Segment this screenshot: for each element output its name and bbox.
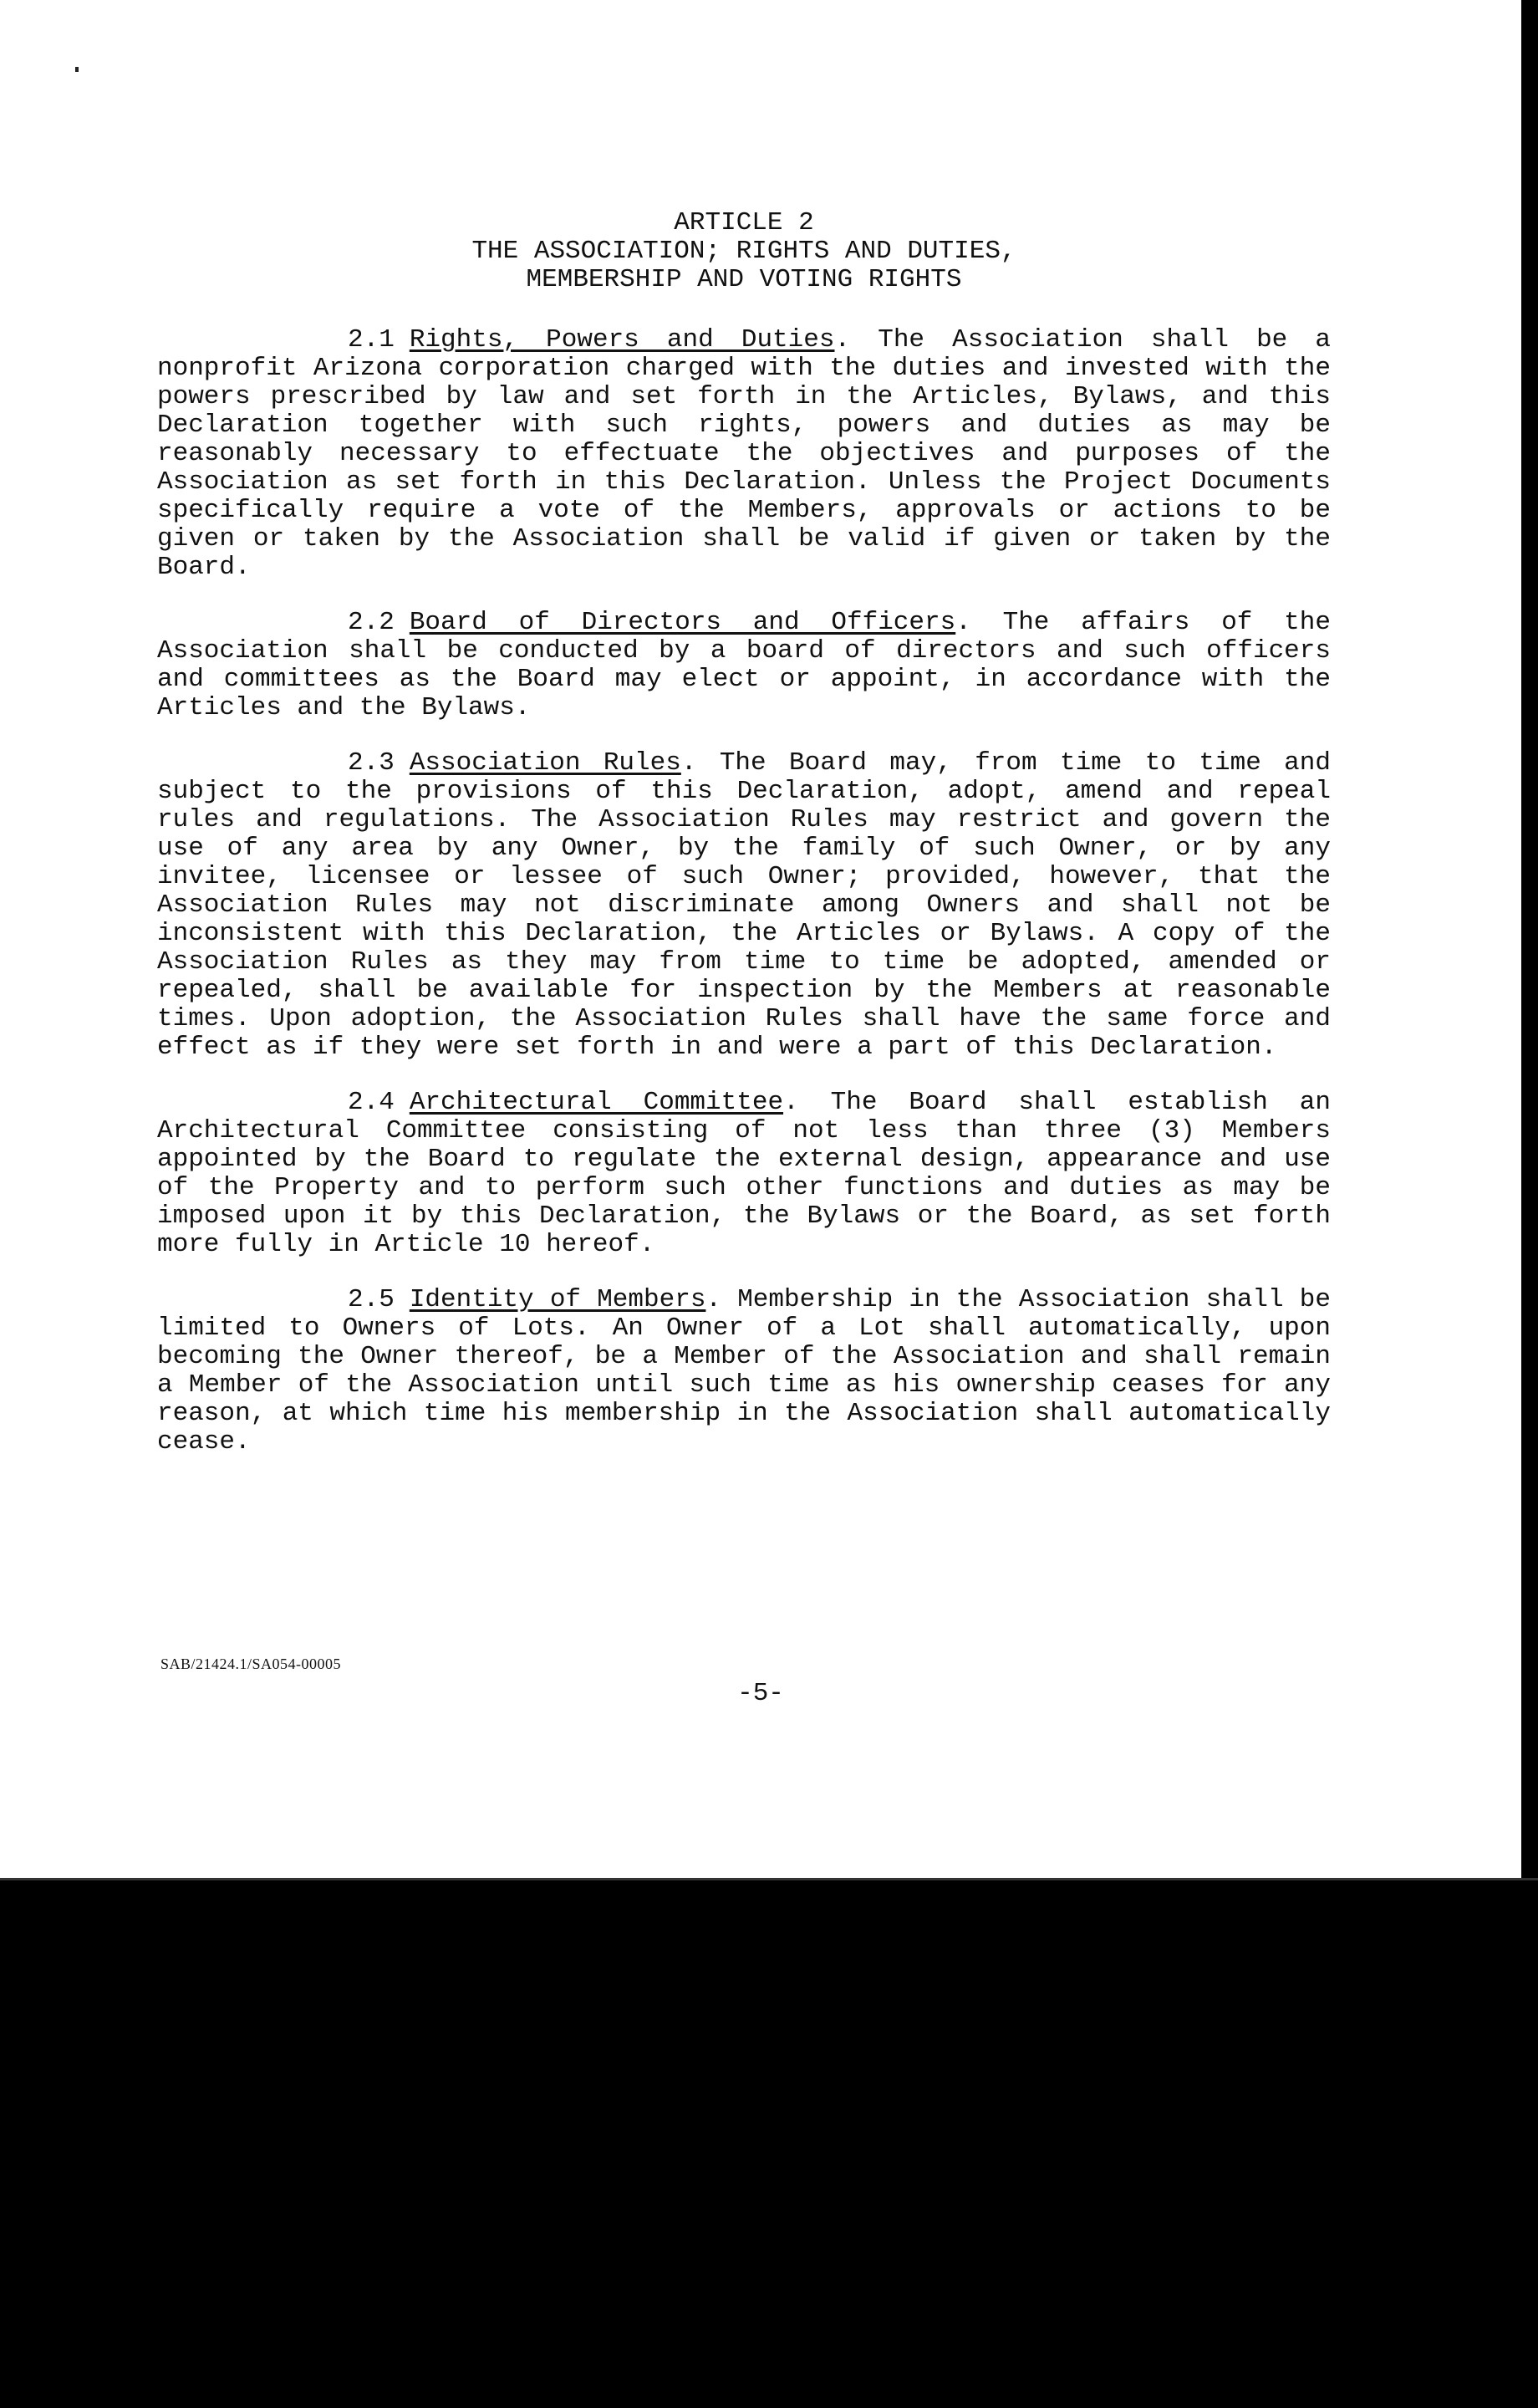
section-number: 2.5 [348, 1285, 395, 1314]
section-title: Rights, Powers and Duties [409, 325, 835, 355]
section-title: Association Rules [409, 748, 681, 778]
section-paragraph [157, 749, 1331, 1062]
section-paragraph [157, 1089, 1331, 1259]
section-number: 2.4 [348, 1088, 395, 1117]
article-title: THE ASSOCIATION; RIGHTS AND DUTIES, [471, 237, 1016, 266]
section-2-1 [157, 326, 1331, 582]
section-text: . The Association shall be a nonprofit Arizona corporation charged with the duties and invested with the powers prescribed by law and set forth in the Articles, Bylaws, and this Declaration together with such rights, powers and duties as may be reasonably necessary to effectuate the objectives and purposes of the Association as set forth in this Declaration. Unless the Project Documents specifically require a vote of the Members, approvals or actions to be given or taken by the Association shall be valid if given or taken by the Board. [157, 325, 1332, 582]
section-number: 2.3 [348, 748, 395, 778]
article-number: ARTICLE 2 [674, 208, 814, 237]
scan-speck [75, 67, 79, 72]
section-text: . The affairs of the Association shall be conducted by a board of directors and such officers and committees as the Board may elect or appoint, in accordance with the Articles and the Bylaws. [157, 608, 1331, 722]
section-paragraph [157, 326, 1331, 582]
document-code: SAB/21424.1/SA054-00005 [160, 1656, 342, 1672]
section-title: Identity of Members [409, 1285, 706, 1314]
section-number: 2.1 [348, 325, 395, 355]
section-paragraph [157, 1286, 1331, 1457]
section-title: Board of Directors and Officers [409, 608, 956, 637]
scan-right-edge [1521, 0, 1538, 1878]
section-text: . The Board shall establish an Architectural Committee consisting of not less than three (3) Members appointed by the Board to regulate the external design, appearance and use of the Property and to perform such other functions and duties as may be imposed upon it by this Declaration, the Bylaws or the Board, as set forth more fully in Article 10 hereof. [157, 1088, 1332, 1259]
section-2-2 [157, 609, 1331, 722]
section-2-4 [157, 1089, 1331, 1259]
scan-bottom-edge [0, 1878, 1538, 1880]
section-title: Architectural Committee [409, 1088, 784, 1117]
section-number: 2.2 [348, 608, 395, 637]
section-text: . The Board may, from time to time and subject to the provisions of this Declaration, adopt, amend and repeal rules and regulations. The Association Rules may restrict and govern the use of any area by any Owner, by the family of such Owner, or by any invitee, licensee or lessee of such Owner; provided, however, that the Association Rules may not discriminate among Owners and shall not be inconsistent with this Declaration, the Articles or Bylaws. A copy of the Association Rules as they may from time to time be adopted, amended or repealed, shall be available for inspection by the Members at reasonable times. Upon adoption, the Association Rules shall have the same force and effect as if they were set forth in and were a part of this Declaration. [157, 748, 1331, 1062]
document-body [157, 209, 1331, 1483]
article-subtitle: MEMBERSHIP AND VOTING RIGHTS [526, 265, 962, 294]
section-text: . Membership in the Association shall be limited to Owners of Lots. An Owner of a Lot shall automatically, upon becoming the Owner thereof, be a Member of the Association and shall remain a Member of the Association until such time as his ownership ceases for any reason, at which time his membership in the Association shall automatically cease. [157, 1285, 1331, 1457]
section-2-3 [157, 749, 1331, 1062]
section-2-5 [157, 1286, 1331, 1457]
article-heading [157, 209, 1331, 294]
page-number: -5- [737, 1679, 784, 1708]
section-paragraph [157, 609, 1331, 722]
